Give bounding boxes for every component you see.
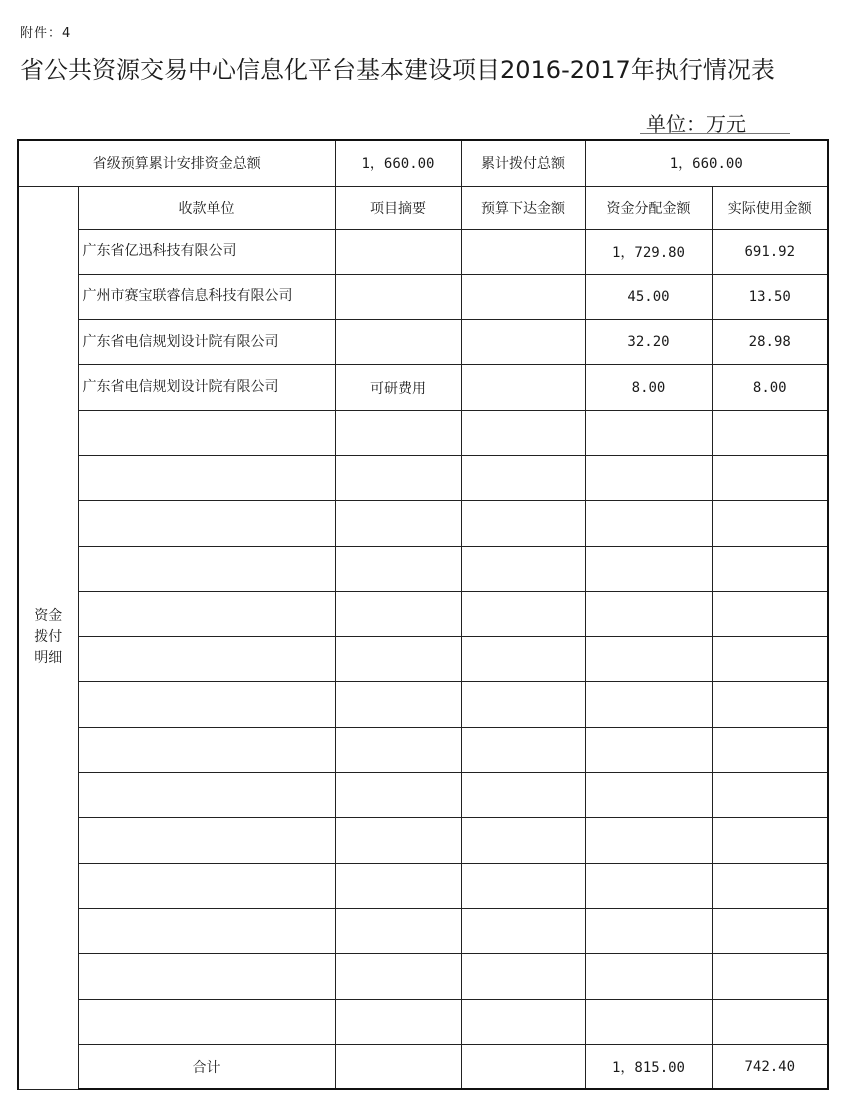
allocation-cell: 8.00 bbox=[585, 365, 712, 410]
recipient-cell bbox=[78, 591, 335, 636]
allocation-cell bbox=[585, 727, 712, 772]
summary-row bbox=[18, 140, 828, 186]
recipient-cell bbox=[78, 999, 335, 1044]
summary-cell bbox=[335, 682, 461, 727]
budget-issued-cell bbox=[461, 637, 585, 682]
table-row bbox=[18, 637, 828, 682]
recipient-cell bbox=[78, 863, 335, 908]
recipient-cell: 广东省电信规划设计院有限公司 bbox=[78, 365, 335, 410]
budget-issued-cell bbox=[461, 365, 585, 410]
table-row bbox=[18, 320, 828, 365]
budget-issued-cell bbox=[461, 410, 585, 455]
budget-issued-cell bbox=[461, 773, 585, 818]
recipient-cell bbox=[78, 410, 335, 455]
actual-use-cell bbox=[712, 410, 828, 455]
allocation-cell bbox=[585, 773, 712, 818]
table-row bbox=[18, 818, 828, 863]
table-row bbox=[18, 274, 828, 319]
allocation-cell bbox=[585, 455, 712, 500]
table-row bbox=[18, 999, 828, 1044]
allocation-cell: 1，729.80 bbox=[585, 229, 712, 274]
summary-cell bbox=[335, 320, 461, 365]
recipient-cell: 广东省电信规划设计院有限公司 bbox=[78, 320, 335, 365]
table-row bbox=[18, 863, 828, 908]
side-label-line: 明细 bbox=[34, 650, 63, 667]
table-row bbox=[18, 501, 828, 546]
allocation-cell bbox=[585, 954, 712, 999]
actual-use-cell: 28.98 bbox=[712, 320, 828, 365]
allocation-cell bbox=[585, 818, 712, 863]
summary-cell bbox=[335, 773, 461, 818]
table-row bbox=[18, 410, 828, 455]
table-row bbox=[18, 682, 828, 727]
recipient-cell bbox=[78, 637, 335, 682]
recipient-cell: 广州市赛宝联睿信息科技有限公司 bbox=[78, 274, 335, 319]
actual-use-cell bbox=[712, 546, 828, 591]
actual-use-cell bbox=[712, 637, 828, 682]
recipient-cell bbox=[78, 818, 335, 863]
recipient-cell bbox=[78, 501, 335, 546]
header-row bbox=[18, 186, 828, 229]
recipient-cell bbox=[78, 546, 335, 591]
header-recipient: 收款单位 bbox=[78, 186, 335, 229]
table-row bbox=[18, 954, 828, 999]
table-row bbox=[18, 546, 828, 591]
budget-issued-cell bbox=[461, 863, 585, 908]
total-summary-cell bbox=[335, 1044, 461, 1089]
actual-use-cell bbox=[712, 682, 828, 727]
allocation-cell bbox=[585, 501, 712, 546]
budget-issued-cell bbox=[461, 320, 585, 365]
recipient-cell bbox=[78, 773, 335, 818]
budget-issued-cell bbox=[461, 455, 585, 500]
total-actual-use-cell: 742.40 bbox=[712, 1044, 828, 1089]
total-budget-issued-cell bbox=[461, 1044, 585, 1089]
budget-issued-cell bbox=[461, 818, 585, 863]
document-title: 省公共资源交易中心信息化平台基本建设项目2016-2017年执行情况表 bbox=[20, 56, 775, 84]
total-label: 合计 bbox=[78, 1044, 335, 1089]
budget-issued-cell bbox=[461, 908, 585, 953]
table-row bbox=[18, 908, 828, 953]
actual-use-cell bbox=[712, 863, 828, 908]
summary-cell bbox=[335, 818, 461, 863]
summary-cell bbox=[335, 908, 461, 953]
actual-use-cell bbox=[712, 727, 828, 772]
recipient-cell bbox=[78, 908, 335, 953]
header-allocation: 资金分配金额 bbox=[585, 186, 712, 229]
allocation-cell: 32.20 bbox=[585, 320, 712, 365]
recipient-cell bbox=[78, 954, 335, 999]
header-summary: 项目摘要 bbox=[335, 186, 461, 229]
summary-cell bbox=[335, 410, 461, 455]
recipient-cell bbox=[78, 682, 335, 727]
header-actual-use: 实际使用金额 bbox=[712, 186, 828, 229]
actual-use-cell: 8.00 bbox=[712, 365, 828, 410]
budget-issued-cell bbox=[461, 591, 585, 636]
allocation-cell bbox=[585, 999, 712, 1044]
summary-cell bbox=[335, 727, 461, 772]
actual-use-cell bbox=[712, 501, 828, 546]
unit-underline bbox=[640, 133, 790, 134]
recipient-cell: 广东省亿迅科技有限公司 bbox=[78, 229, 335, 274]
unit-label: 单位：万元 bbox=[646, 112, 746, 136]
allocated-total-value: 1，660.00 bbox=[585, 140, 828, 186]
summary-cell bbox=[335, 546, 461, 591]
attachment-label: 附件：4 bbox=[20, 26, 72, 41]
allocation-cell: 45.00 bbox=[585, 274, 712, 319]
allocation-cell bbox=[585, 410, 712, 455]
summary-cell: 可研费用 bbox=[335, 365, 461, 410]
table-row bbox=[18, 455, 828, 500]
budget-issued-cell bbox=[461, 727, 585, 772]
summary-cell bbox=[335, 229, 461, 274]
actual-use-cell: 13.50 bbox=[712, 274, 828, 319]
actual-use-cell bbox=[712, 818, 828, 863]
actual-use-cell bbox=[712, 999, 828, 1044]
allocated-total-label: 累计拨付总额 bbox=[461, 140, 585, 186]
actual-use-cell bbox=[712, 455, 828, 500]
summary-cell bbox=[335, 455, 461, 500]
allocation-cell bbox=[585, 591, 712, 636]
summary-cell bbox=[335, 274, 461, 319]
summary-cell bbox=[335, 954, 461, 999]
table-row bbox=[18, 229, 828, 274]
budget-issued-cell bbox=[461, 954, 585, 999]
summary-cell bbox=[335, 637, 461, 682]
table-row bbox=[18, 365, 828, 410]
summary-cell bbox=[335, 501, 461, 546]
summary-cell bbox=[335, 591, 461, 636]
budget-issued-cell bbox=[461, 546, 585, 591]
side-label-line: 资金 bbox=[34, 608, 63, 625]
budget-issued-cell bbox=[461, 501, 585, 546]
budget-issued-cell bbox=[461, 999, 585, 1044]
summary-cell bbox=[335, 999, 461, 1044]
allocation-cell bbox=[585, 546, 712, 591]
recipient-cell bbox=[78, 727, 335, 772]
allocation-cell bbox=[585, 863, 712, 908]
actual-use-cell: 691.92 bbox=[712, 229, 828, 274]
budget-issued-cell bbox=[461, 229, 585, 274]
actual-use-cell bbox=[712, 954, 828, 999]
recipient-cell bbox=[78, 455, 335, 500]
allocation-cell bbox=[585, 637, 712, 682]
summary-cell bbox=[335, 863, 461, 908]
budget-issued-cell bbox=[461, 274, 585, 319]
table-row bbox=[18, 773, 828, 818]
budget-issued-cell bbox=[461, 682, 585, 727]
table-row bbox=[18, 591, 828, 636]
table-row bbox=[18, 727, 828, 772]
execution-table bbox=[17, 139, 829, 1090]
allocation-cell bbox=[585, 682, 712, 727]
actual-use-cell bbox=[712, 908, 828, 953]
header-budget-issued: 预算下达金额 bbox=[461, 186, 585, 229]
budget-total-value: 1，660.00 bbox=[335, 140, 461, 186]
total-allocation-cell: 1，815.00 bbox=[585, 1044, 712, 1089]
total-row bbox=[18, 1044, 828, 1089]
side-label-line: 拨付 bbox=[34, 629, 63, 646]
side-label-fund-detail bbox=[18, 186, 78, 1089]
budget-total-label: 省级预算累计安排资金总额 bbox=[18, 140, 335, 186]
actual-use-cell bbox=[712, 591, 828, 636]
allocation-cell bbox=[585, 908, 712, 953]
actual-use-cell bbox=[712, 773, 828, 818]
